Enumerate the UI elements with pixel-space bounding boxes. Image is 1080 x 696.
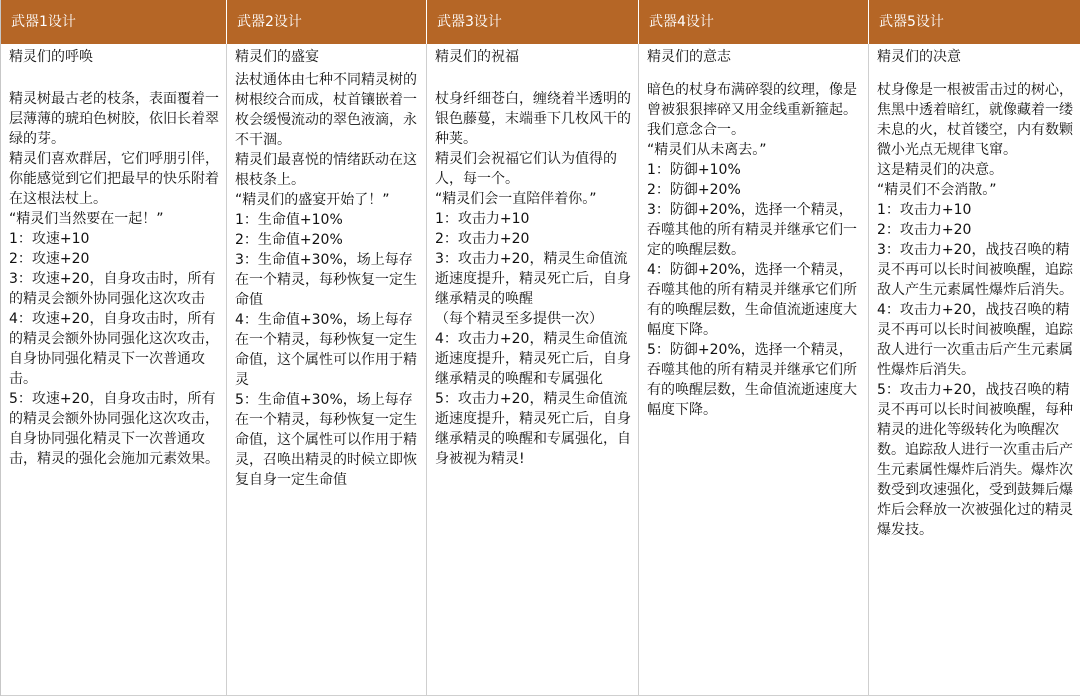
weapon-4-name: 精灵们的意志 [647,49,731,65]
column-header-weapon-1: 武器1设计 [1,0,227,44]
weapon-2-name: 精灵们的盛宴 [235,49,319,65]
column-header-weapon-3: 武器3设计 [427,0,639,44]
weapon-5-cell [869,44,1080,696]
column-header-weapon-4: 武器4设计 [639,0,869,44]
weapon-3-name: 精灵们的祝福 [435,49,519,65]
column-header-weapon-2: 武器2设计 [227,0,427,44]
weapon-4-description: 暗色的杖身布满碎裂的纹理，像是曾被狠狠摔碎又用金线重新箍起。 我们意念合一。 “精灵们从未离去。” 1：防御+10% 2：防御+20% 3：防御+20%，选择一个精灵，吞噬其他的所有精灵并继承它们一定的唤醒层数。 4：防御+20%，选择一个精灵，吞噬其他的所有精灵并继承它们所有的唤醒层数，生命值流逝速度大幅度下降。 5：防御+20%，选择一个精灵，吞噬其他的所有精灵并继承它们所有的唤醒层数，生命值流逝速度大幅度下降。 [647,82,857,418]
weapon-5-name: 精灵们的决意 [877,49,961,65]
weapon-4-cell [639,44,869,696]
weapon-3-description: 杖身纤细苍白，缠绕着半透明的银色藤蔓，末端垂下几枚风干的种荚。 精灵们会祝福它们认为值得的人，每一个。 “精灵们会一直陪伴着你。” 1：攻击力+10 2：攻击力+20 3：攻击力+20，精灵生命值流逝速度提升，精灵死亡后，自身继承精灵的唤醒 （每个精灵至多提供一次） 4：攻击力+20，精灵生命值流逝速度提升，精灵死亡后，自身继承精灵的唤醒和专属强化 5：攻击力+20，精灵生命值流逝速度提升，精灵死亡后，自身继承精灵的唤醒和专属强化，自身被视为精灵! [435,91,631,467]
weapon-3-cell [427,44,639,696]
weapon-5-description: 杖身像是一根被雷击过的树心，焦黑中透着暗红，就像藏着一缕未息的火，杖首镂空，内有数颗微小光点无规律飞窜。 这是精灵们的决意。 “精灵们不会消散。” 1：攻击力+10 2：攻击力+20 3：攻击力+20，战技召唤的精灵不再可以长时间被唤醒，追踪敌人产生元素属性爆炸后消失。 4：攻击力+20，战技召唤的精灵不再可以长时间被唤醒，追踪敌人进行一次重击后产生元素属性爆炸后消失。 5：攻击力+20，战技召唤的精灵不再可以长时间被唤醒，每种精灵的进化等级转化为唤醒次数。追踪敌人进行一次重击后产生元素属性爆炸后消失。爆炸次数受到攻速强化，受到鼓舞后爆炸后会释放一次被强化过的精灵爆发技。 [877,82,1073,538]
weapon-1-name: 精灵们的呼唤 [9,49,93,65]
weapon-1-cell [1,44,227,696]
weapon-2-description: 法杖通体由七种不同精灵树的树根绞合而成，杖首镶嵌着一枚会缓慢流动的翠色液滴，永不干涸。 精灵们最喜悦的情绪跃动在这根枝条上。 “精灵们的盛宴开始了！” 1：生命值+10% 2：生命值+20% 3：生命值+30%，场上每存在一个精灵，每秒恢复一定生命值 4：生命值+30%，场上每存在一个精灵，每秒恢复一定生命值，这个属性可以作用于精灵 5：生命值+30%，场上每存在一个精灵，每秒恢复一定生命值，这个属性可以作用于精灵，召唤出精灵的时候立即恢复自身一定生命值 [235,72,417,488]
column-header-weapon-5: 武器5设计 [869,0,1080,44]
weapon-1-description: 精灵树最古老的枝条，表面覆着一层薄薄的琥珀色树胶，依旧长着翠绿的芽。 精灵们喜欢群居，它们呼朋引伴，你能感觉到它们把最早的快乐附着在这根法杖上。 “精灵们当然要在一起！” 1：攻速+10 2：攻速+20 3：攻速+20，自身攻击时，所有的精灵会额外协同强化这次攻击 4：攻速+20，自身攻击时，所有的精灵会额外协同强化这次攻击，自身协同强化精灵下一次普通攻击。 5：攻速+20，自身攻击时，所有的精灵会额外协同强化这次攻击，自身协同强化精灵下一次普通攻击，精灵的强化会施加元素效果。 [9,91,219,467]
weapon-2-cell [227,44,427,696]
